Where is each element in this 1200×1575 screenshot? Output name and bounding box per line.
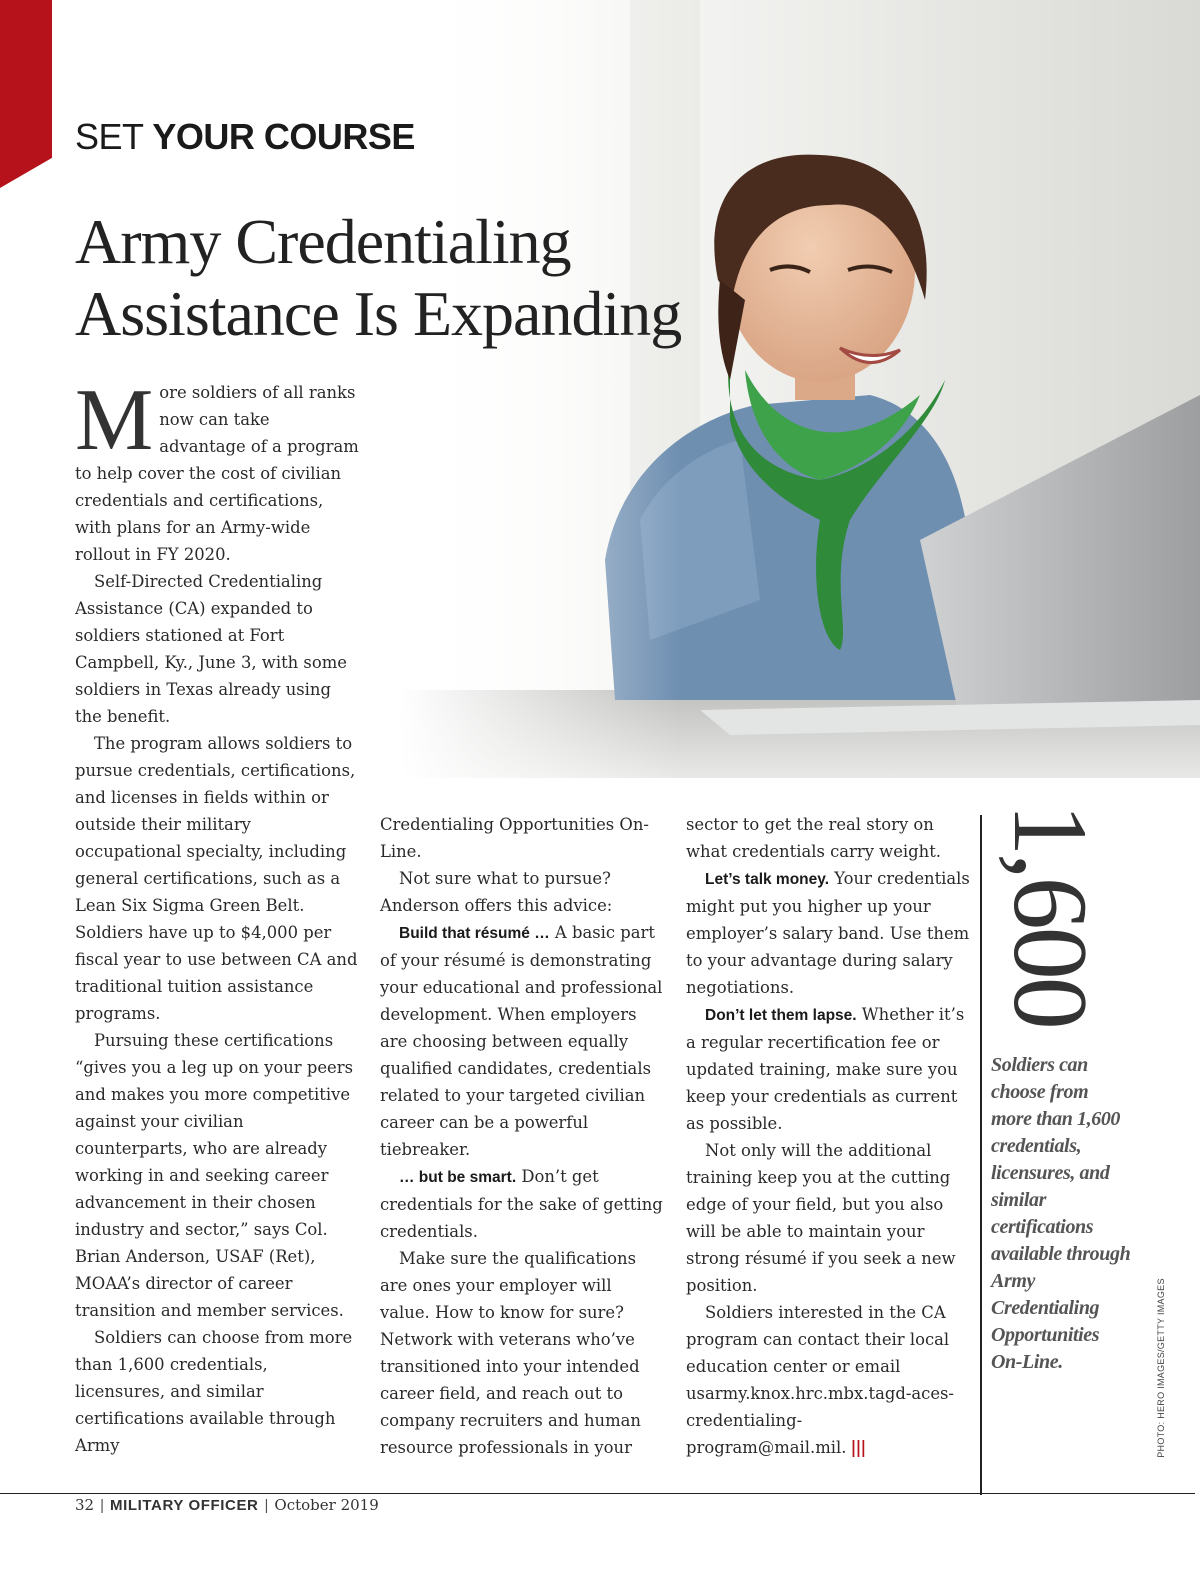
end-mark-icon: ||| — [850, 1438, 866, 1457]
article-paragraph: Make sure the qualifications are ones your employer will value. How to know for sure? Network with veterans who’ve transitioned into your intended career field, and reach out to company recruiters and human resource professionals in your — [380, 1249, 641, 1457]
article-paragraph: The program allows soldiers to pursue credentials, certifications, and licenses in fields within or outside their military occupational specialty, including general certifications, such as a Lean Six Sigma Green Belt. Soldiers have up to $4,000 per fiscal year to use between CA and traditional tuition assistance programs. — [75, 734, 358, 1023]
footer-divider — [0, 1493, 1195, 1494]
article-paragraph: Pursuing these certifications “gives you a leg up on your peers and makes you more competitive against your civilian counterparts, who are already working in and seeking career advancement in their chosen industry and sector,” says Col. Brian Anderson, USAF (Ret), MOAA’s director of career transition and member services. — [75, 1031, 353, 1320]
headline-line-1: Army Credentialing — [75, 206, 571, 277]
article-paragraph: Self-Directed Credentialing Assistance (CA) expanded to soldiers stationed at Fort Campbell, Ky., June 3, with some soldiers in Texas already using the benefit. — [75, 572, 347, 726]
sidebar-divider — [980, 815, 982, 1495]
article-paragraph: Not only will the additional training keep you at the cutting edge of your field, but you also will be able to maintain your strong résumé if you seek a new position. — [686, 1141, 956, 1295]
article-paragraph-tip: Build that résumé … A basic part of your résumé is demonstrating your educational and professional development. When employers are choosing between equally qualified candidates, credentials related to your targeted civilian career can be a powerful tiebreaker. — [380, 923, 663, 1159]
photo-credit: PHOTO: HERO IMAGES/GETTY IMAGES — [1156, 1278, 1166, 1458]
tip-lead-in: Let’s talk money. — [705, 871, 830, 888]
section-label — [75, 116, 415, 158]
headline — [75, 206, 681, 350]
article-paragraph-intro: More soldiers of all ranks now can take advantage of a program to help cover the cost of civilian credentials and certifications, with plans for an Army-wide rollout in FY 2020. — [75, 372, 359, 564]
sidebar-big-number: 1,600 — [992, 803, 1109, 1027]
tip-lead-in: Build that résumé … — [399, 925, 550, 942]
section-label-bold: YOUR COURSE — [152, 116, 415, 157]
section-color-tab — [0, 0, 52, 188]
headline-line-2: Assistance Is Expanding — [75, 278, 682, 349]
article-paragraph-closing: Soldiers interested in the CA program can contact their local education center or email usarmy.knox.hrc.mbx.tagd-aces-credentialing-program@mail.mil. ||| — [686, 1303, 954, 1457]
article-paragraph: sector to get the real story on what credentials carry weight. — [686, 815, 941, 861]
article-paragraph: Not sure what to pursue? Anderson offers this advice: — [380, 869, 613, 915]
sidebar-caption: Soldiers can choose from more than 1,600 credentials, licensures, and similar certifications available through Army Credentialing Opportunities On-Line. — [991, 1054, 1131, 1373]
page-number: 32 — [75, 1496, 95, 1514]
article-paragraph-tip: Don’t let them lapse. Whether it’s a regular recertification fee or updated training, make sure you keep your credentials as current as possible. — [686, 1005, 965, 1133]
drop-cap: M — [75, 372, 154, 469]
article-column-2 — [380, 811, 665, 1461]
issue-date: October 2019 — [274, 1496, 379, 1514]
page-footer: 32 | MILITARY OFFICER | October 2019 — [75, 1496, 379, 1514]
hero-photo — [400, 0, 1200, 778]
article-paragraph: Soldiers can choose from more than 1,600 credentials, licensures, and similar certifications available through Army — [75, 1328, 353, 1455]
tip-lead-in: … but be smart. — [399, 1169, 517, 1186]
section-label-light: SET — [75, 116, 144, 157]
article-column-1 — [75, 372, 360, 1459]
article-column-3 — [686, 811, 971, 1461]
article-paragraph-tip: Let’s talk money. Your credentials might put you higher up your employer’s salary band. Use them to your advantage during salary negotiations. — [686, 869, 970, 997]
article-paragraph-tip: … but be smart. Don’t get credentials for the sake of getting credentials. — [380, 1167, 663, 1241]
magazine-name: MILITARY OFFICER — [110, 1497, 259, 1514]
article-paragraph: Credentialing Opportunities On-Line. — [380, 815, 649, 861]
tip-lead-in: Don’t let them lapse. — [705, 1007, 857, 1024]
